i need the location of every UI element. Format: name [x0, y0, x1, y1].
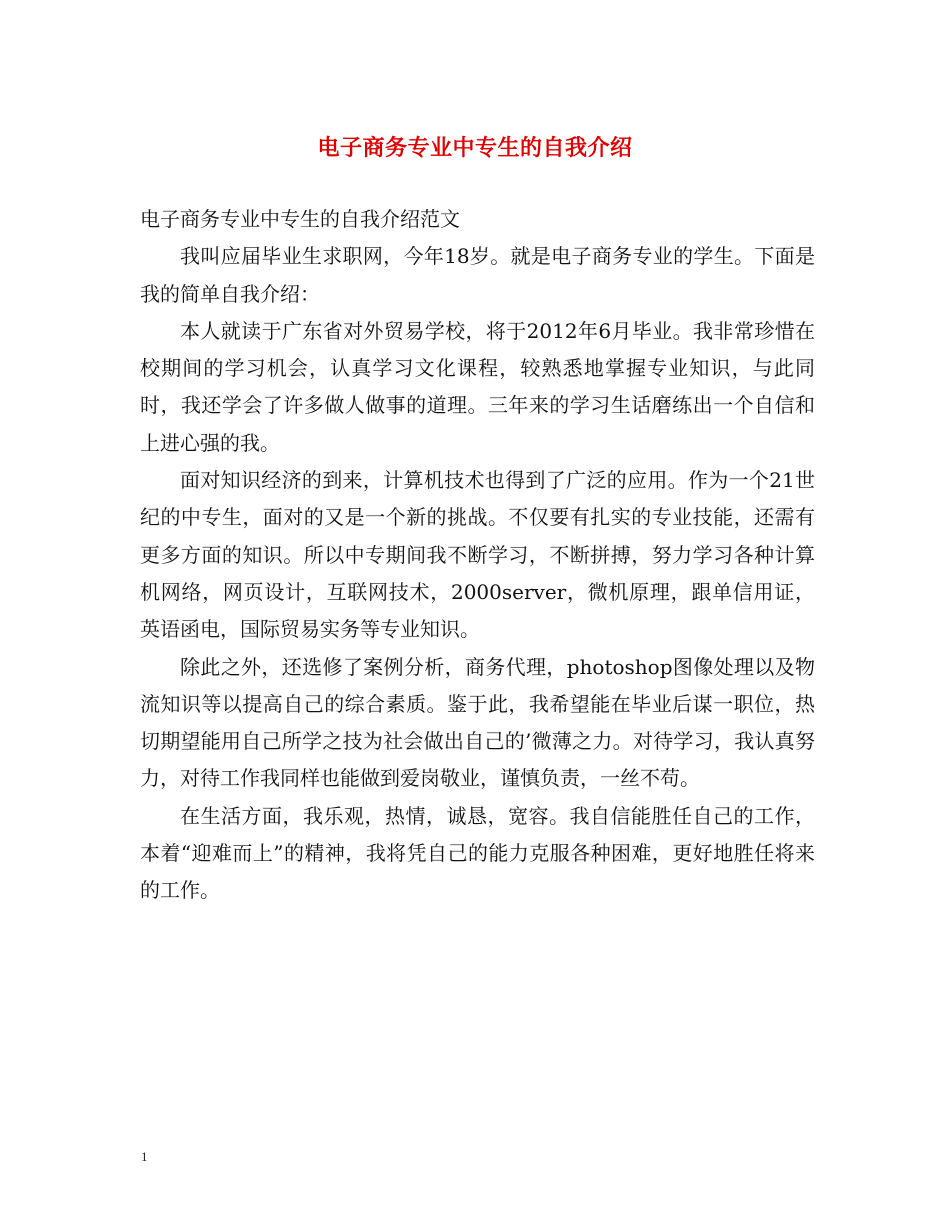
paragraph-skills: 面对知识经济的到来，计算机技术也得到了广泛的应用。作为一个21世纪的中专生，面对的又是一个新的挑战。不仅要有扎实的专业技能，还需有更多方面的知识。所以中专期间我不断学习，不断拼搏，努力学习各种计算机网络，网页设计，互联网技术，2000server，微机原理，跟单信用证，英语函电，国际贸易实务等专业知识。 — [140, 468, 815, 642]
paragraph-electives: 除此之外，还选修了案例分析，商务代理，photoshop图像处理以及物流知识等以提高自己的综合素质。鉴于此，我希望能在毕业后谋一职位，热切期望能用自己所学之技为社会做出自己的’微薄之力。对待学习，我认真努力，对待工作我同样也能做到爱岗敬业，谨慎负责，一丝不苟。 — [140, 654, 815, 791]
paragraph-education: 本人就读于广东省对外贸易学校，将于2012年6月毕业。我非常珍惜在校期间的学习机会，认真学习文化课程，较熟悉地掌握专业知识，与此同时，我还学会了许多做人做事的道理。三年来的学习生话磨练出一个自信和上进心强的我。 — [140, 318, 815, 455]
paragraph-intro: 我叫应届毕业生求职网，今年18岁。就是电子商务专业的学生。下面是我的简单自我介绍： — [140, 244, 815, 306]
page-number: 1 — [141, 1149, 148, 1164]
document-body — [140, 201, 815, 910]
document-title: 电子商务专业中专生的自我介绍 — [317, 135, 633, 161]
document-subtitle: 电子商务专业中专生的自我介绍范文 — [140, 207, 460, 231]
paragraph-personality: 在生活方面，我乐观，热情，诚恳，宽容。我自信能胜任自己的工作，本着“迎难而上”的精神，我将凭自己的能力克服各种困难，更好地胜任将来的工作。 — [140, 803, 815, 903]
